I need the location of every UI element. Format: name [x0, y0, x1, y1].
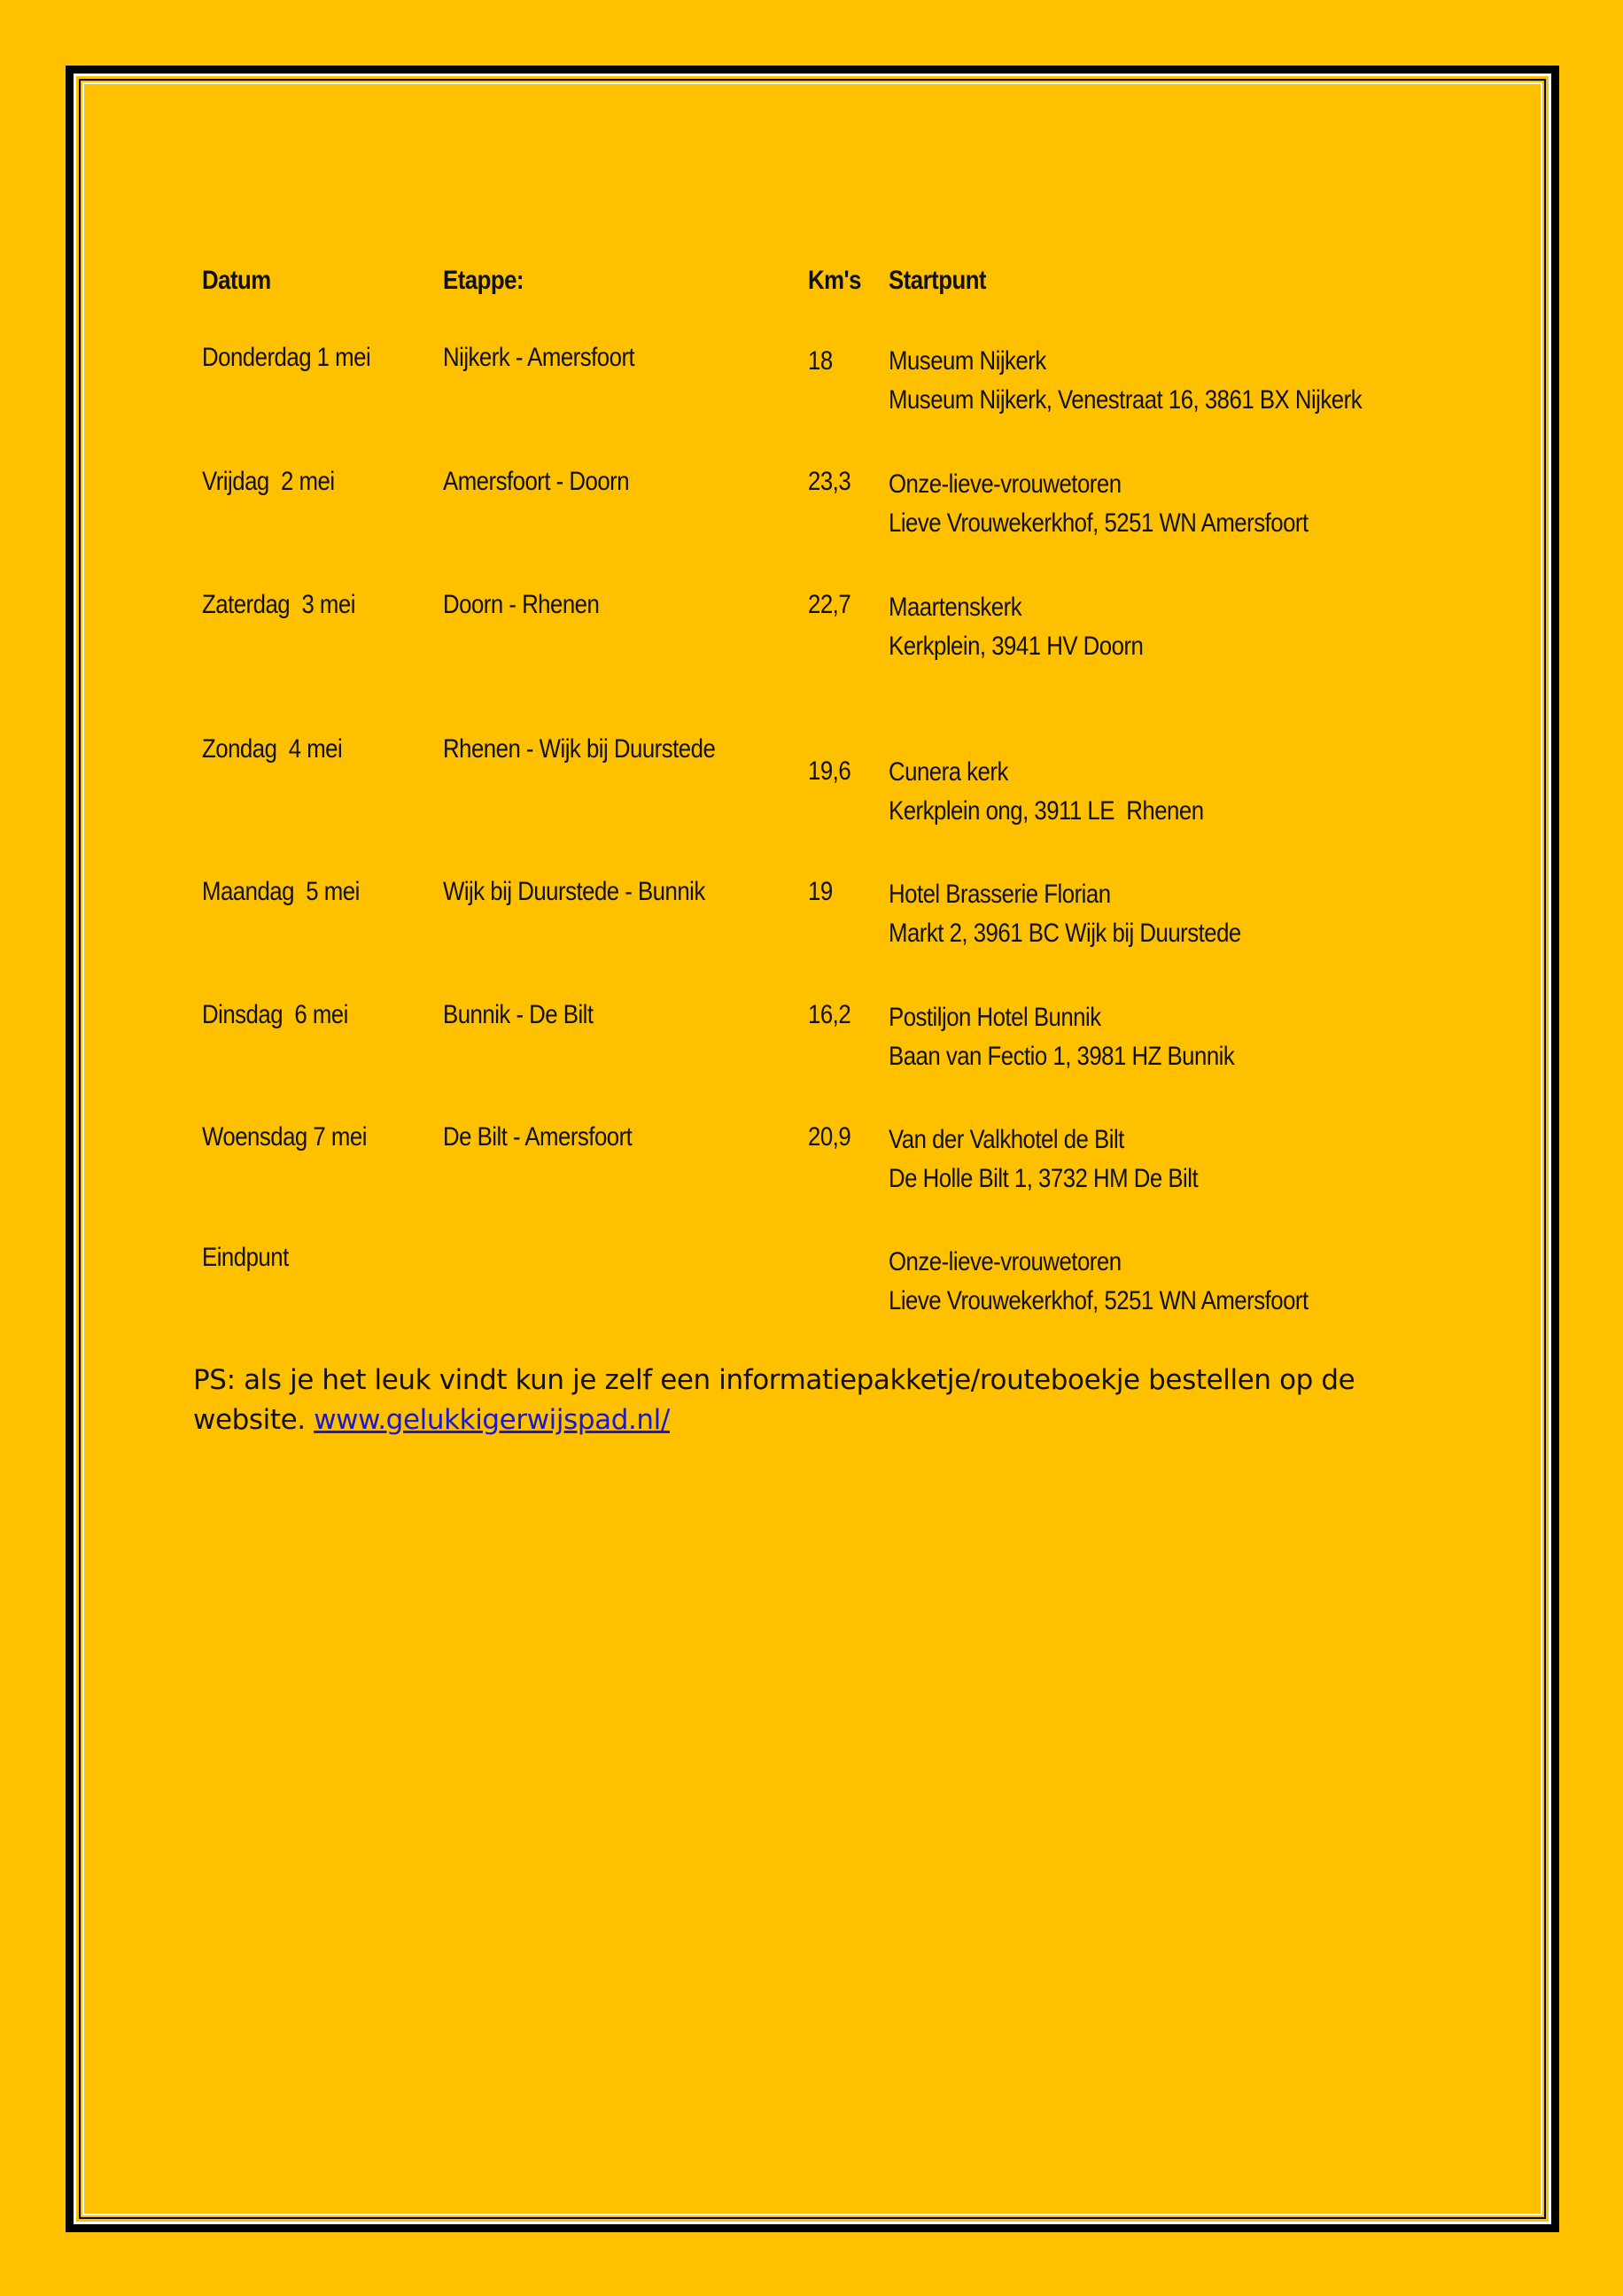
ps-note [193, 1361, 1433, 1440]
row-etappe: Bunnik - De Bilt [443, 1000, 594, 1029]
row-start-name: Maartenskerk [889, 593, 1022, 622]
row-etappe: Nijkerk - Amersfoort [443, 343, 635, 372]
row-etappe: Amersfoort - Doorn [443, 467, 630, 496]
row-km: 23,3 [808, 467, 851, 496]
row-etappe: Wijk bij Duurstede - Bunnik [443, 877, 705, 906]
website-link[interactable]: www.gelukkigerwijspad.nl/ [314, 1404, 670, 1436]
row-start-address: De Holle Bilt 1, 3732 HM De Bilt [889, 1164, 1199, 1193]
header-etappe: Etappe: [443, 266, 524, 295]
row-km: 19 [808, 877, 833, 906]
row-start-name: Cunera kerk [889, 757, 1008, 787]
row-etappe: De Bilt - Amersfoort [443, 1122, 633, 1152]
row-etappe: Rhenen - Wijk bij Duurstede [443, 734, 716, 764]
row-datum: Zaterdag 3 mei [202, 590, 355, 619]
row-start-name: Onze-lieve-vrouwetoren [889, 469, 1122, 499]
row-start-name: Van der Valkhotel de Bilt [889, 1125, 1124, 1154]
row-start-address: Markt 2, 3961 BC Wijk bij Duurstede [889, 919, 1241, 948]
row-datum: Woensdag 7 mei [202, 1122, 367, 1152]
row-start-address: Museum Nijkerk, Venestraat 16, 3861 BX Nijkerk [889, 385, 1363, 415]
row-start-name: Hotel Brasserie Florian [889, 880, 1111, 909]
row-start-address: Kerkplein ong, 3911 LE Rhenen [889, 796, 1204, 826]
row-start-address: Baan van Fectio 1, 3981 HZ Bunnik [889, 1042, 1235, 1071]
row-datum: Maandag 5 mei [202, 877, 360, 906]
row-km: 20,9 [808, 1122, 851, 1152]
end-name: Onze-lieve-vrouwetoren [889, 1247, 1122, 1276]
row-start-address: Kerkplein, 3941 HV Doorn [889, 632, 1144, 661]
row-datum: Vrijdag 2 mei [202, 467, 335, 496]
end-address: Lieve Vrouwekerkhof, 5251 WN Amersfoort [889, 1286, 1308, 1315]
row-datum: Zondag 4 mei [202, 734, 343, 764]
row-km: 22,7 [808, 590, 851, 619]
row-etappe: Doorn - Rhenen [443, 590, 600, 619]
row-start-name: Postiljon Hotel Bunnik [889, 1003, 1101, 1032]
header-startpunt: Startpunt [889, 266, 987, 295]
row-start-address: Lieve Vrouwekerkhof, 5251 WN Amersfoort [889, 508, 1308, 538]
header-kms: Km's [808, 266, 861, 295]
row-start-name: Museum Nijkerk [889, 346, 1046, 376]
row-datum: Donderdag 1 mei [202, 343, 371, 372]
row-km: 16,2 [808, 1000, 851, 1029]
row-km: 18 [808, 346, 833, 376]
row-datum: Dinsdag 6 mei [202, 1000, 348, 1029]
ps-text: PS: als je het leuk vindt kun je zelf een informatiepakketje/routeboekje bestellen op de website. [193, 1364, 1355, 1436]
end-label: Eindpunt [202, 1243, 289, 1272]
header-datum: Datum [202, 266, 271, 295]
row-km: 19,6 [808, 756, 851, 786]
